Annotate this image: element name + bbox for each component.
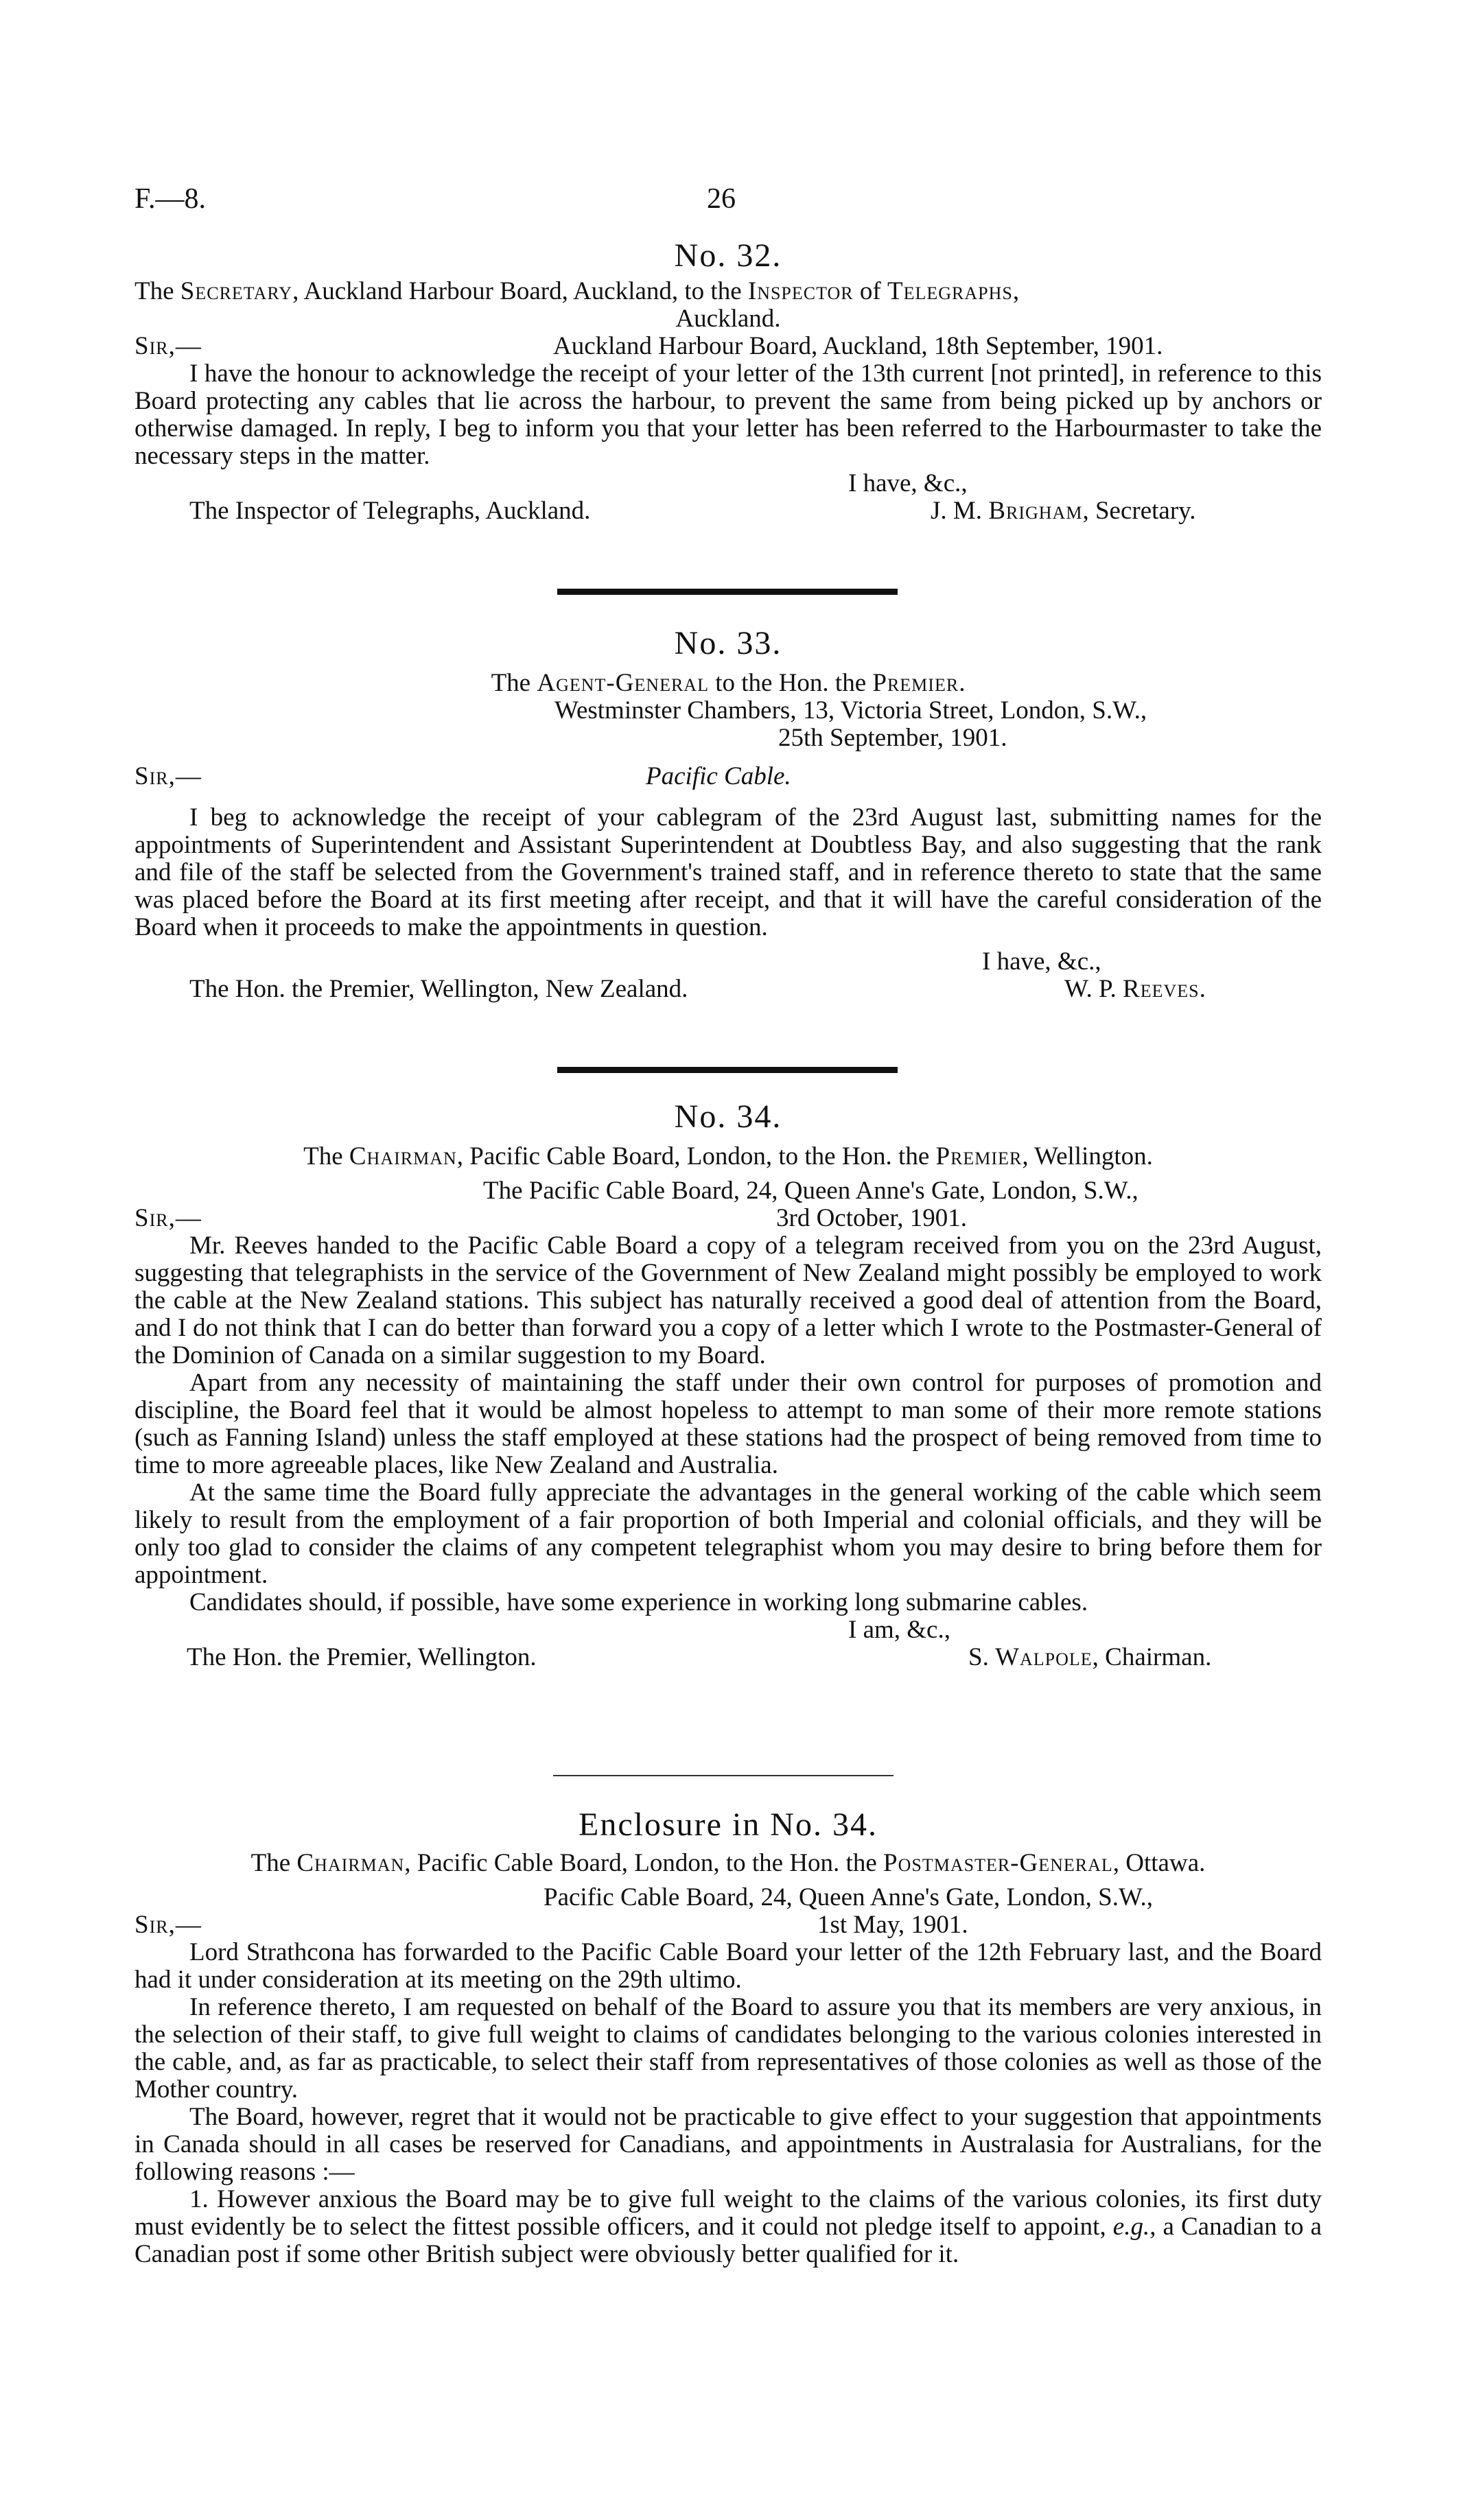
letter-subject: Pacific Cable. <box>646 762 791 790</box>
salutation-row <box>135 1205 1322 1232</box>
signature: S. Walpole, Chairman. <box>968 1643 1212 1671</box>
addressee: The Inspector of Telegraphs, Auckland. <box>189 497 591 525</box>
salutation: Sir,— <box>135 1911 202 1939</box>
letter-from-to: The Chairman, Pacific Cable Board, London, to the Hon. the Postmaster-General, Ottawa. <box>250 1849 1206 1877</box>
place-line-1: The Pacific Cable Board, 24, Queen Anne's Gate, London, S.W., <box>483 1177 1138 1205</box>
signature-row <box>135 497 1322 525</box>
salutation: Sir,— <box>135 332 202 360</box>
place-line-1: Westminster Chambers, 13, Victoria Street, London, S.W., <box>554 696 1147 725</box>
paragraph: 1. However anxious the Board may be to give full weight to the claims of the various colonies, its first duty must evidently be to select the fittest possible officers, and it could not pledge itself to appoint, e.g., a Canadian to a Canadian post if some other British subject were obviously better qualified for it. <box>135 2185 1322 2268</box>
paragraph: Lord Strathcona has forwarded to the Pacific Cable Board your letter of the 12th February last, and the Board had it under consideration at its meeting on the 29th ultimo. <box>135 1938 1322 1994</box>
place-line-2: 1st May, 1901. <box>817 1911 968 1939</box>
signature: J. M. Brigham, Secretary. <box>931 497 1196 525</box>
salutation: Sir,— <box>135 1204 202 1232</box>
enclosure-heading: Enclosure in No. 34. <box>579 1806 878 1843</box>
section-divider <box>553 1775 894 1776</box>
signature-row <box>135 1644 1322 1671</box>
section-no-34 <box>135 1098 1322 1671</box>
letter-heading: No. 34. <box>674 1098 782 1135</box>
addressee: The Hon. the Premier, Wellington. <box>187 1643 537 1671</box>
section-divider <box>557 589 898 595</box>
salutation-row <box>135 333 1322 360</box>
salutation: Sir,— <box>135 762 202 790</box>
paragraph: Candidates should, if possible, have some experience in working long submarine cables. <box>189 1588 1088 1616</box>
closing: I am, &c., <box>848 1616 950 1644</box>
paragraph: Apart from any necessity of maintaining the staff under their own control for purposes of promotion and discipline, the Board feel that it would be almost hopeless to attempt to man some of their more remote stations (such as Fanning Island) unless the staff employed at these stations had the prospect of being removed from time to time to more agreeable places, like New Zealand and Australia. <box>135 1369 1322 1479</box>
letter-heading: No. 33. <box>674 625 782 661</box>
section-divider <box>557 1067 898 1073</box>
paragraph: Mr. Reeves handed to the Pacific Cable Board a copy of a telegram received from you on the 23rd August, suggesting that telegraphists in the service of the Government of New Zealand might possibly be employed to work the cable at the New Zealand stations. This subject has naturally received a good deal of attention from the Board, and I do not think that I can do better than forward you a copy of a letter which I wrote to the Postmaster-General of the Dominion of Canada on a similar suggestion to my Board. <box>135 1232 1322 1369</box>
document-reference: F.—8. <box>135 183 206 215</box>
salutation-row <box>135 1911 1322 1939</box>
section-enclosure-no-34 <box>135 1806 1322 2268</box>
letter-from-to: The Secretary, Auckland Harbour Board, Auckland, to the Inspector of Telegraphs, <box>135 277 1020 305</box>
closing: I have, &c., <box>848 469 968 497</box>
letter-body: I beg to acknowledge the receipt of your cablegram of the 23rd August last, submitting names for the appointments of Superintendent and Assistant Superintendent at Doubtless Bay, and also suggesting that the rank and file of the staff be selected from the Government's trained staff, and in reference thereto to state that the same was placed before the Board at its first meeting after receipt, and that it will have the careful consideration of the Board when it proceeds to make the appointments in question. <box>135 803 1322 941</box>
letter-from-to: The Chairman, Pacific Cable Board, London, to the Hon. the Premier, Wellington. <box>303 1142 1153 1170</box>
paragraph: In reference thereto, I am requested on behalf of the Board to assure you that its members are very anxious, in the selection of their staff, to give full weight to claims of candidates belonging to the various colonies interested in the cable, and, as far as practicable, to select their staff from representatives of those colonies as well as those of the Mother country. <box>135 1993 1322 2104</box>
letter-address-line: Auckland. <box>675 305 781 333</box>
place-line-2: 3rd October, 1901. <box>776 1204 968 1232</box>
place-line-1: Pacific Cable Board, 24, Queen Anne's Gate, London, S.W., <box>544 1883 1153 1911</box>
closing: I have, &c., <box>982 947 1101 976</box>
place-line-2: 25th September, 1901. <box>778 724 1007 752</box>
letter-body: I have the honour to acknowledge the receipt of your letter of the 13th current [not printed], in reference to this Board protecting any cables that lie across the harbour, to prevent the same from being picked up by anchors or otherwise damaged. In reply, I beg to inform you that your letter has been referred to the Harbourmaster to take the necessary steps in the matter. <box>135 360 1322 470</box>
page-number: 26 <box>707 183 736 215</box>
paragraph: The Board, however, regret that it would not be practicable to give effect to your suggestion that appointments in Canada should in all cases be reserved for Canadians, and appointments in Australasia for Australians, for the following reasons :— <box>135 2103 1322 2186</box>
section-no-32 <box>135 237 1322 525</box>
salutation-row <box>135 763 1322 804</box>
paragraph: At the same time the Board fully appreciate the advantages in the general working of the cable which seem likely to result from the employment of a fair proportion of both Imperial and colonial officials, and they will be only too glad to consider the claims of any competent telegraphist whom you may desire to bring before them for appointment. <box>135 1479 1322 1589</box>
section-no-33 <box>135 624 1322 1003</box>
letter-from-to: The Agent-General to the Hon. the Premier. <box>491 669 966 697</box>
addressee: The Hon. the Premier, Wellington, New Zealand. <box>189 975 688 1003</box>
letter-heading: No. 32. <box>674 237 782 274</box>
signature: W. P. Reeves. <box>1064 975 1206 1003</box>
signature-row <box>135 976 1322 1003</box>
place-date: Auckland Harbour Board, Auckland, 18th September, 1901. <box>553 332 1163 360</box>
